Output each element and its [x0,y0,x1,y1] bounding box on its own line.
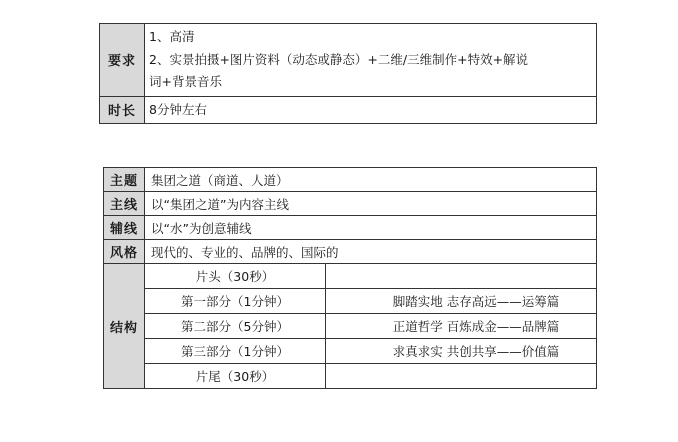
structure-part: 片尾（30秒） [145,364,326,389]
requirement-line: 词+背景音乐 [149,74,222,89]
auxiliary-line-value: 以“水”为创意辅线 [145,216,597,240]
structure-description: 脚踏实地 志存高远——运筹篇 [326,289,597,314]
style-value: 现代的、专业的、品牌的、国际的 [145,240,597,264]
auxiliary-line-label: 辅线 [104,216,145,240]
requirements-content [145,24,597,97]
requirement-line: 2、实景拍摄+图片资料（动态或静态）+二维/三维制作+特效+解说 [149,51,529,67]
structure-part: 第二部分（5分钟） [145,314,326,339]
structure-description [326,264,597,289]
main-line-label: 主线 [104,192,145,216]
main-line-value: 以“集团之道”为内容主线 [145,192,597,216]
structure-part: 第三部分（1分钟） [145,339,326,364]
structure-part: 第一部分（1分钟） [145,289,326,314]
theme-label: 主题 [104,168,145,192]
structure-description: 正道哲学 百炼成金——品牌篇 [326,314,597,339]
duration-value: 8分钟左右 [145,96,597,124]
requirements-table [99,23,597,124]
duration-label: 时长 [100,96,145,124]
structure-part: 片头（30秒） [145,264,326,289]
style-label: 风格 [104,240,145,264]
requirements-label: 要求 [100,24,145,97]
structure-description [326,364,597,389]
requirement-line: 1、高清 [149,29,195,44]
structure-description: 求真求实 共创共享——价值篇 [326,339,597,364]
theme-value: 集团之道（商道、人道） [145,168,597,192]
structure-label: 结构 [104,264,145,389]
structure-table [103,167,597,389]
